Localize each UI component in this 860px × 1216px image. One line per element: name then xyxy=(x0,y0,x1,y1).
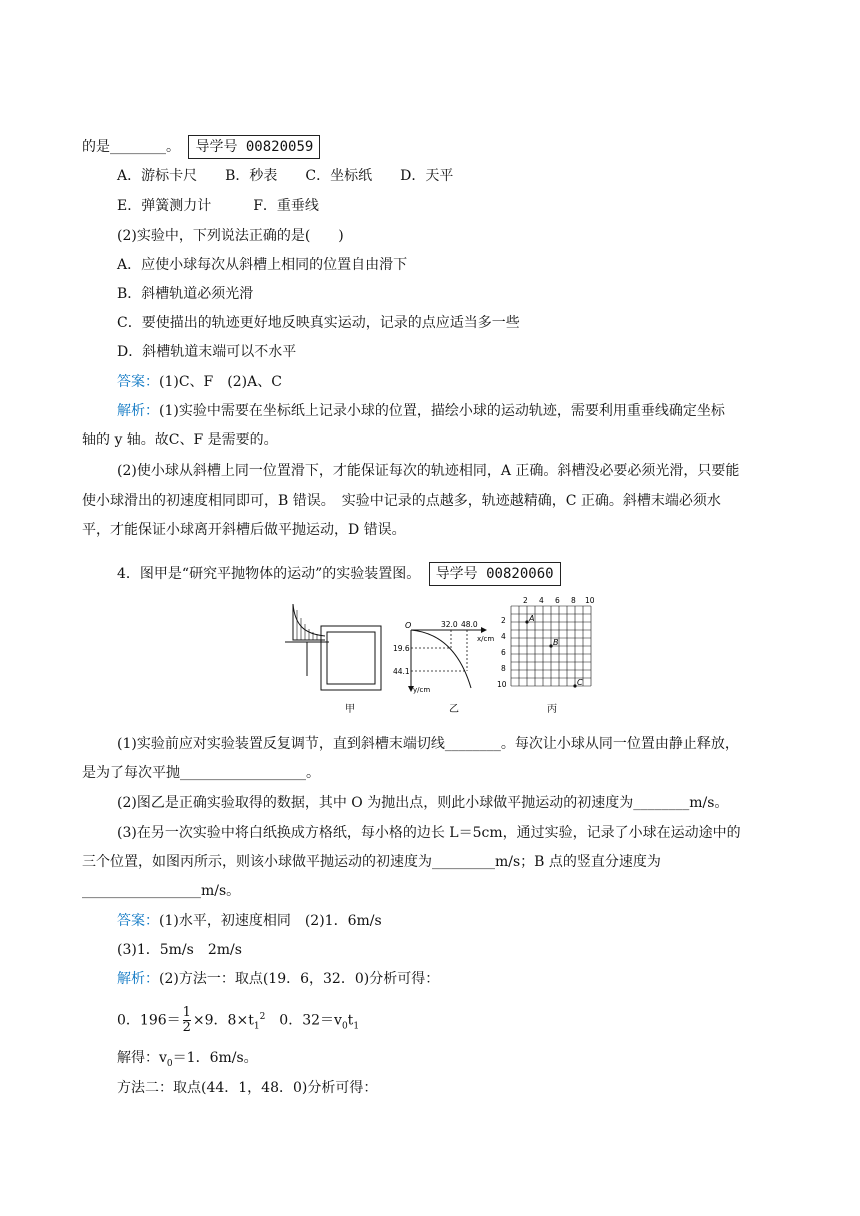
q4-analysis-1-text: (2)方法一：取点(19．6，32．0)分析可得： xyxy=(159,971,440,987)
yi-x-unit: x/cm xyxy=(477,635,495,643)
q3-guide-tag: 导学号 00820059 xyxy=(188,135,320,159)
q3-answer xyxy=(117,371,282,393)
yi-x1-label: 32.0 xyxy=(441,620,458,629)
q3-answer-text: (1)C、F (2)A、C xyxy=(159,374,282,390)
solve-sub: 0 xyxy=(166,1058,173,1069)
caption-jia: 甲 xyxy=(345,704,355,715)
bing-left-tick: 4 xyxy=(501,632,506,641)
q4-p1b: 是为了每次平抛__________________。 xyxy=(82,765,320,781)
eq-sub-0: 0 xyxy=(341,1021,348,1032)
eq-sub-1: 1 xyxy=(253,1021,260,1032)
q3-analysis-2c: 平，才能保证小球离开斜槽后做平抛运动，D 错误。 xyxy=(82,522,406,538)
yi-y1-label: 19.6 xyxy=(393,644,410,653)
bing-top-tick: 8 xyxy=(571,596,576,605)
q3-answer-label: 答案： xyxy=(117,374,159,390)
caption-yi: 乙 xyxy=(449,704,459,715)
yi-x2-label: 48.0 xyxy=(461,620,478,629)
bing-point-b: B xyxy=(553,638,559,647)
bing-left-tick: 6 xyxy=(501,648,506,657)
bing-left-tick: 10 xyxy=(497,680,507,689)
q3-part2-option-b: B．斜槽轨道必须光滑 xyxy=(117,286,254,302)
figure-jia-apparatus xyxy=(285,604,381,690)
figure-bing-grid xyxy=(497,596,595,689)
q4-p3a: (3)在另一次实验中将白纸换成方格纸，每小格的边长 L＝5cm，通过实验，记录了小球在运动途中的 xyxy=(117,825,741,841)
yi-y2-label: 44.1 xyxy=(393,667,410,676)
q4-figure xyxy=(283,596,615,718)
bing-top-tick: 2 xyxy=(523,596,528,605)
q3-analysis-label: 解析： xyxy=(117,403,159,419)
bing-top-tick: 4 xyxy=(539,596,544,605)
bing-point-a: A xyxy=(529,614,535,623)
eq-right: 0．32＝v xyxy=(265,1012,342,1029)
q3-options-row2: E．弹簧测力计 F．重垂线 xyxy=(117,198,319,214)
eq-t: t xyxy=(347,1012,354,1029)
bing-left-tick: 2 xyxy=(501,616,506,625)
bing-point-c: C xyxy=(577,678,583,687)
q3-part2: (2)实验中，下列说法正确的是( ) xyxy=(117,228,344,244)
solve-b: ＝1．6m/s。 xyxy=(172,1050,258,1066)
yi-y-unit: y/cm xyxy=(413,686,431,694)
eq-fraction xyxy=(183,1006,191,1035)
q4-analysis-1 xyxy=(117,968,439,990)
eq-sup-2: 2 xyxy=(259,1012,266,1022)
q4-answer-label: 答案： xyxy=(117,913,159,929)
q3-part2-option-a: A．应使小球每次从斜槽上相同的位置自由滑下 xyxy=(117,257,408,273)
bing-top-tick: 10 xyxy=(585,596,595,605)
q3-options-row1: A．游标卡尺 B．秒表 C．坐标纸 D．天平 xyxy=(117,168,454,184)
eq-numerator: 1 xyxy=(182,1005,191,1021)
bing-left-tick: 8 xyxy=(501,664,506,673)
eq-mid: ×9．8×t xyxy=(192,1012,254,1029)
yi-origin-label: O xyxy=(405,621,412,630)
q4-method2: 方法二：取点(44．1，48．0)分析可得： xyxy=(117,1080,378,1096)
bing-top-tick: 6 xyxy=(555,596,560,605)
q4-answer-1-text: (1)水平，初速度相同 (2)1．6m/s xyxy=(159,913,382,929)
solve-a: 解得：v xyxy=(117,1050,167,1066)
yi-curve xyxy=(411,630,471,688)
q3-part2-option-c: C．要使描出的轨迹更好地反映真实运动，记录的点应适当多一些 xyxy=(117,315,520,331)
eq-sub-t1: 1 xyxy=(353,1021,360,1032)
eq-left: 0．196＝ xyxy=(117,1012,181,1029)
q4-answer-1 xyxy=(117,910,382,932)
q4-analysis-label: 解析： xyxy=(117,971,159,987)
board-outer xyxy=(321,626,381,690)
q4-p3b: 三个位置，如图丙所示，则该小球做平抛运动的初速度为_________m/s；B 点的竖直分速度为 xyxy=(82,854,661,870)
q4-solve xyxy=(117,1047,258,1075)
q3-stem-tail xyxy=(82,135,320,159)
q3-analysis-1b: 轴的 y 轴。故C、F 是需要的。 xyxy=(82,432,278,448)
q4-p2: (2)图乙是正确实验取得的数据，其中 O 为抛出点，则此小球做平抛运动的初速度为________m/s。 xyxy=(117,795,729,811)
eq-denominator: 2 xyxy=(182,1020,191,1036)
caption-bing: 丙 xyxy=(547,704,557,715)
yi-x-arrow xyxy=(481,627,487,633)
q3-analysis-1a xyxy=(117,400,725,422)
q4-answer-2: (3)1．5m/s 2m/s xyxy=(117,942,242,958)
q4-equation xyxy=(117,1002,359,1041)
q3-part2-option-d: D．斜槽轨道末端可以不水平 xyxy=(117,344,297,360)
q4-p3c: _________________m/s。 xyxy=(82,883,241,899)
q4-p1a: (1)实验前应对实验装置反复调节，直到斜槽末端切线________。每次让小球从同一位置由静止释放， xyxy=(117,736,739,752)
q4-stem-text: 4．图甲是“研究平抛物体的运动”的实验装置图。 xyxy=(117,566,421,582)
board-inner xyxy=(327,632,375,684)
figure-yi-trajectory xyxy=(393,620,494,694)
q3-stem-tail-text: 的是________。 xyxy=(82,139,180,155)
q4-stem xyxy=(117,562,561,586)
q3-analysis-1a-text: (1)实验中需要在坐标纸上记录小球的位置，描绘小球的运动轨迹，需要利用重垂线确定坐标 xyxy=(159,403,725,419)
q4-guide-tag: 导学号 00820060 xyxy=(429,562,561,586)
q3-analysis-2b: 使小球滑出的初速度相同即可，B 错误。 实验中记录的点越多，轨迹越精确，C 正确。斜槽末端必须水 xyxy=(82,493,721,509)
q3-analysis-2a: (2)使小球从斜槽上同一位置滑下，才能保证每次的轨迹相同，A 正确。斜槽没必要必须光滑，只要能 xyxy=(117,463,740,479)
